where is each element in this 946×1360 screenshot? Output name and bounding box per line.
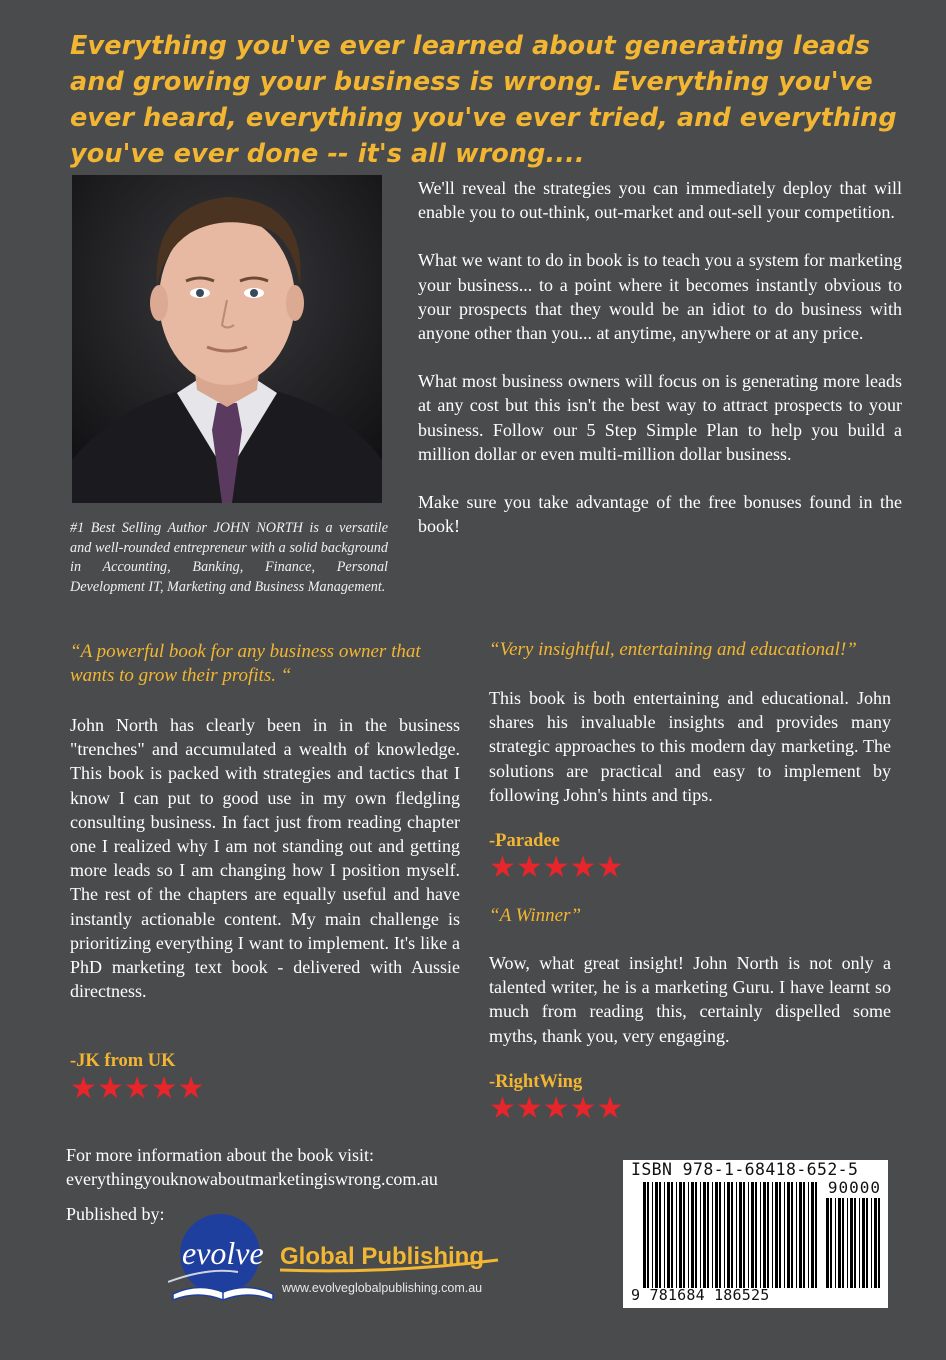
review-quote: “Very insightful, entertaining and educational!” [489,639,857,660]
headline: Everything you've ever learned about generating leads and growing your business is wrong. Everything you've ever heard, everything you've ever tried, and everything you've ever done -- it's all wrong.... [70,31,897,169]
more-info [66,1143,586,1191]
review-author: -RightWing [489,1072,583,1092]
author-photo [72,175,382,503]
intro-paragraph: We'll reveal the strategies you can immediately deploy that will enable you to out-think, out-market and out-sell your competition. [418,178,902,223]
review-author: -JK from UK [70,1051,176,1071]
publisher-logo-evolve: evolve [182,1235,264,1271]
publisher-url: www.evolveglobalpublishing.com.au [282,1281,483,1295]
intro-paragraph: What most business owners will focus on is generating more leads at any cost but this isn't the best way to attract prospects to your business. Follow our 5 Step Simple Plan to help you build a million dollar or even multi-million dollar business. [418,371,902,464]
published-by-label: Published by: [66,1204,165,1224]
review-body: John North has clearly been in in the business "trenches" and accumulated a wealth of knowledge. This book is packed with strategies and tactics that I know I can put to good use in my own fledgling consulting business. In fact just from reading chapter one I realized why I am not standing out and getting more leads so I am changing how I position myself. The rest of the chapters are equally useful and have instantly actionable content. My main challenge is prioritizing everything I want to implement. It's like a PhD marketing text book - delivered with Aussie directness. [70,715,460,1002]
review-body: This book is both entertaining and educational. John shares his invaluable insights and provides many strategic approaches to this modern day marketing. The solutions are practical and easy to implement by following John's hints and tips. [489,688,891,805]
publisher-name: Global Publishing [280,1243,484,1270]
star-rating: ★★★★★ [489,851,624,884]
review-body: Wow, what great insight! John North is not only a talented writer, he is a marketing Guru. I have learnt so much from reading this, certainly dispelled some myths, thank you, very engaging. [489,953,891,1046]
review-quote: “A powerful book for any business owner that wants to grow their profits. “ [70,641,421,686]
price-code: 90000 [827,1178,881,1197]
review-author: -Paradee [489,831,560,851]
isbn-label: ISBN 978-1-68418-652-5 [631,1160,859,1179]
star-rating: ★★★★★ [70,1072,205,1105]
intro-text [418,176,902,562]
more-info-label: For more information about the book visit: [66,1145,374,1165]
more-info-url[interactable]: everythingyouknowaboutmarketingiswrong.com.au [66,1169,438,1189]
star-rating: ★★★★★ [489,1092,624,1125]
intro-paragraph: Make sure you take advantage of the free bonuses found in the book! [418,492,902,537]
intro-paragraph: What we want to do in book is to teach you a system for marketing your business... to a point where it becomes instantly obvious to your prospects that they would be an idiot to do business with anyone other than you... at anytime, anywhere or at any price. [418,250,902,344]
isbn-barcode [623,1160,888,1308]
ean-number: 9 781684 186525 [631,1286,770,1304]
publisher-logo [168,1212,508,1307]
review-quote: “A Winner” [489,905,582,926]
author-caption: #1 Best Selling Author JOHN NORTH is a versatile and well-rounded entrepreneur with a solid background in Accounting, Banking, Finance, Personal Development IT, Marketing and Business Management. [70,520,388,595]
